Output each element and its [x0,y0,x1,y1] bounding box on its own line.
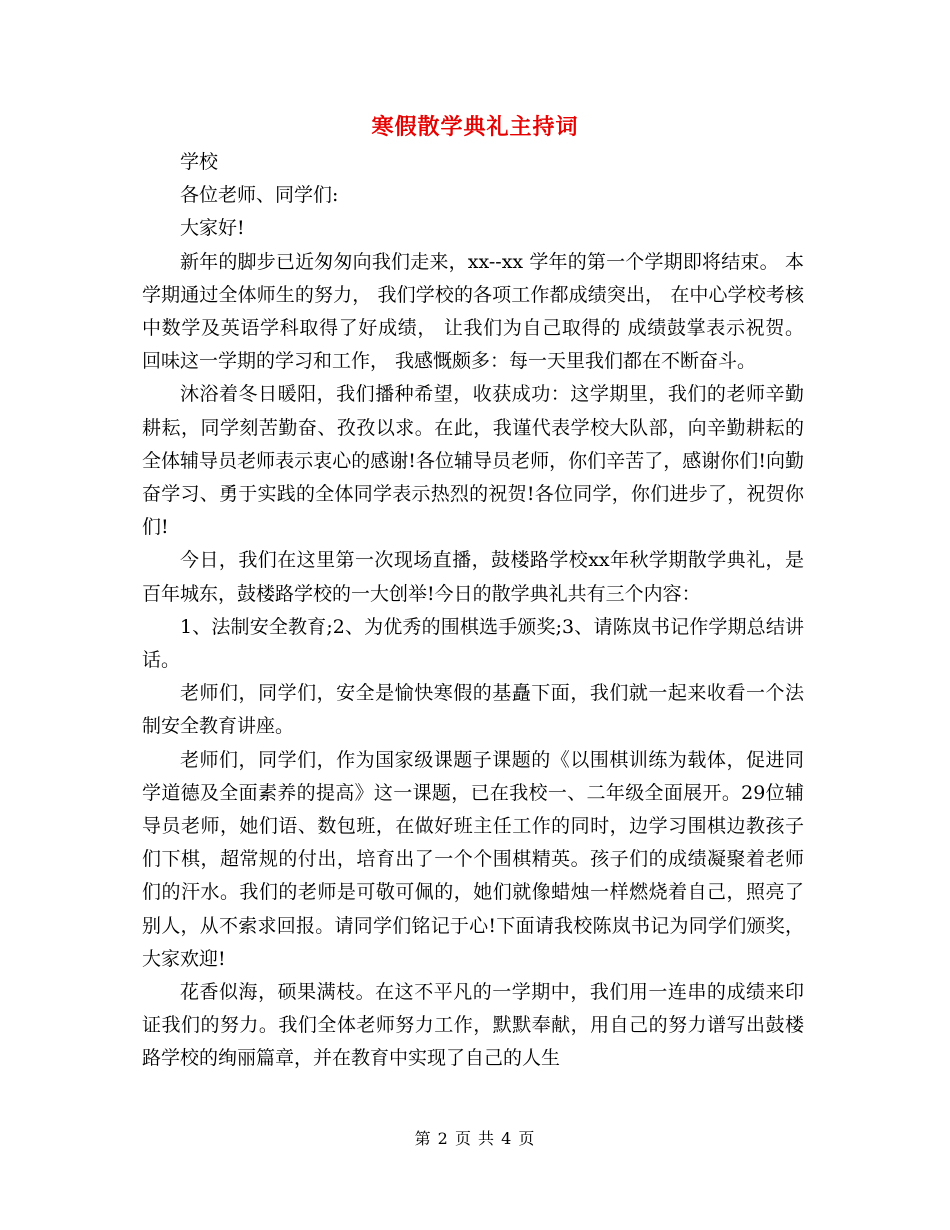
paragraph-3: 今日，我们在这里第一次现场直播，鼓楼路学校xx年秋学期散学典礼，是百年城东，鼓楼路学校的一大创举!今日的散学典礼共有三个内容： [142,549,804,605]
page-footer: 第 2 页 共 4 页 [414,1129,536,1148]
document-body [142,146,804,1076]
paragraph-7: 花香似海，硕果满枝。在这不平凡的一学期中，我们用一连串的成绩来印证我们的努力。我们全体老师努力工作，默默奉献，用自己的努力谱写出鼓楼路学校的绚丽篇章，并在教育中实现了自己的人生 [142,981,804,1070]
line-school: 学校 [180,151,219,173]
paragraph-2: 沐浴着冬日暖阳，我们播种希望，收获成功：这学期里，我们的老师辛勤耕耘，同学刻苦勤奋、孜孜以求。在此，我谨代表学校大队部，向辛勤耕耘的全体辅导员老师表示衷心的感谢!各位辅导员老师，你们辛苦了，感谢你们!向勤奋学习、勇于实践的全体同学表示热烈的祝贺!各位同学，你们进步了，祝贺你们! [142,383,804,539]
paragraph-5: 老师们，同学们，安全是愉快寒假的基矗下面，我们就一起来收看一个法制安全教育讲座。 [142,682,804,738]
document-title: 寒假散学典礼主持词 [371,114,579,140]
paragraph-1: 新年的脚步已近匆匆向我们走来，xx--xx 学年的第一个学期即将结束。 本学期通过全体师生的努力， 我们学校的各项工作都成绩突出， 在中心学校考核中数学及英语学科取得了好成绩， 让我们为自己取得的 成绩鼓掌表示祝贺。 回味这一学期的学习和工作， 我感慨颇多：每一天里我们都在不断奋斗。 [142,250,804,373]
paragraph-4: 1、法制安全教育;2、为优秀的围棋选手颁奖;3、请陈岚书记作学期总结讲话。 [142,615,804,672]
line-hello: 大家好! [180,217,245,240]
paragraph-6: 老师们，同学们，作为国家级课题子课题的《以围棋训练为载体，促进同学道德及全面素养的提高》这一课题，已在我校一、二年级全面展开。29位辅导员老师，她们语、数包班，在做好班主任工作的同时，边学习围棋边教孩子们下棋，超常规的付出，培育出了一个个围棋精英。孩子们的成绩凝聚着老师们的汗水。我们的老师是可敬可佩的，她们就像蜡烛一样燃烧着自己，照亮了别人，从不索求回报。请同学们铭记于心!下面请我校陈岚书记为同学们颁奖，大家欢迎! [142,748,804,970]
line-greeting: 各位老师、同学们: [180,184,339,207]
